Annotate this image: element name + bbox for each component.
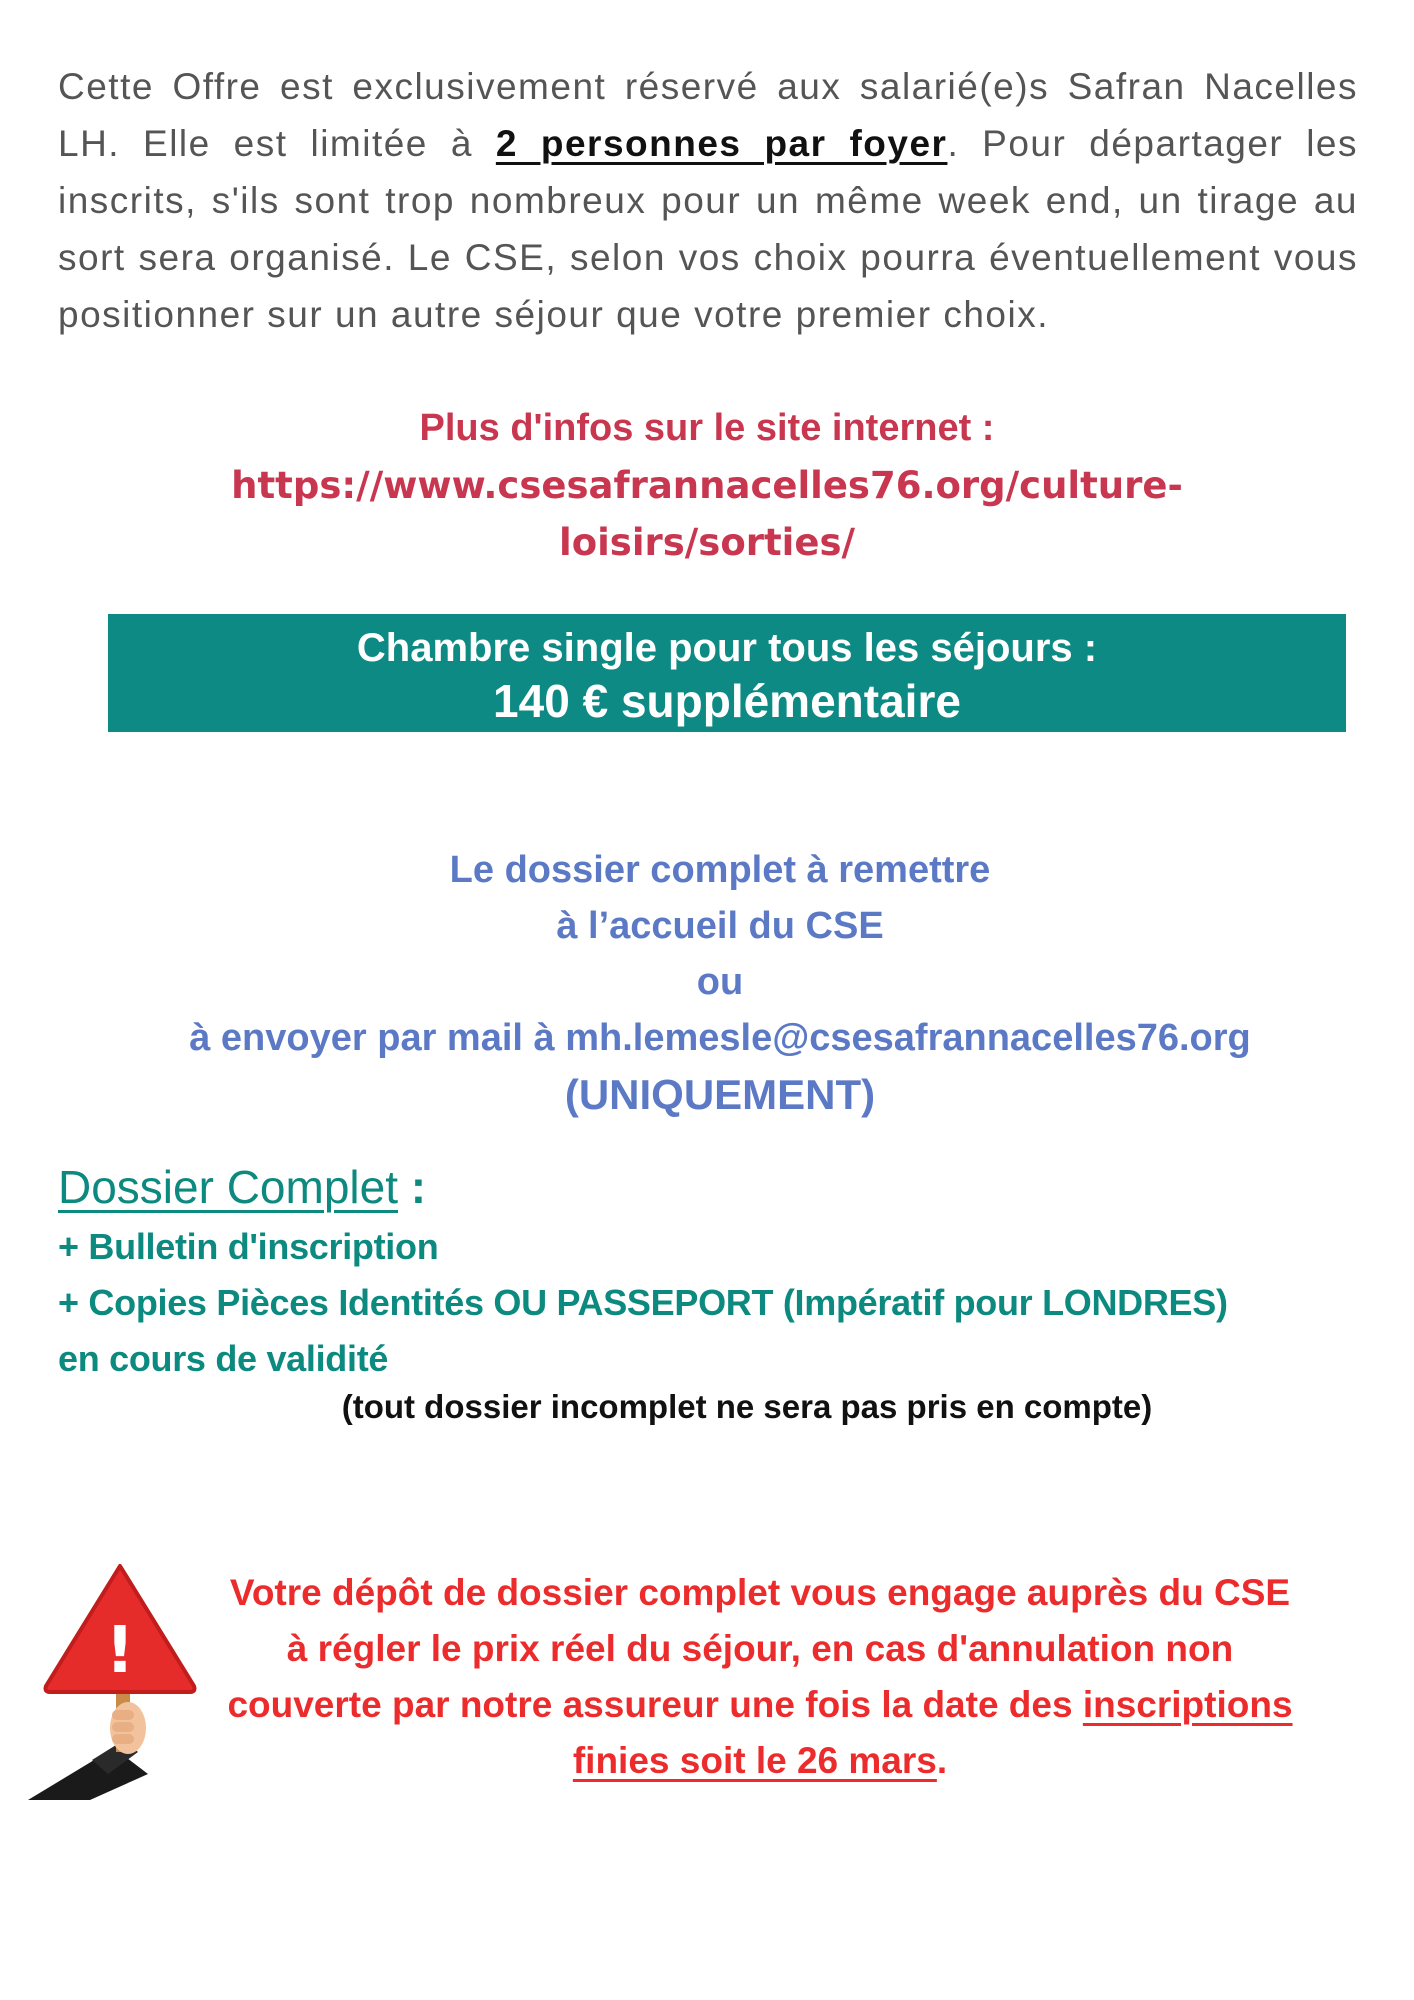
warning-deadline: inscriptions finies soit le 26 mars: [572, 1684, 1293, 1781]
single-room-label: Chambre single pour tous les séjours :: [356, 626, 1098, 670]
warning-exclamation: !: [105, 1614, 135, 1688]
required-documents-title: [58, 1155, 1378, 1219]
submission-instructions: [0, 842, 1414, 1124]
more-info: [0, 400, 1414, 571]
submission-line1: Le dossier complet à remettre: [449, 849, 991, 891]
warning-text: Votre dépôt de dossier complet vous engage auprès du CSE à régler le prix réel du séjour, en cas d'annulation non couverte par notre assureur une fois la date des: [227, 1572, 1291, 1725]
submission-only: (UNIQUEMENT): [564, 1071, 876, 1118]
document-item: + Copies Pièces Identités OU PASSEPORT (Impératif pour LONDRES): [58, 1282, 1228, 1323]
single-room-price: 140 € supplémentaire: [493, 675, 961, 727]
intro-paragraph: [58, 58, 1358, 343]
website-url-line2: loisirs/sorties/: [559, 521, 855, 564]
warning-sign-icon: [28, 1560, 198, 1800]
warning-end: .: [936, 1740, 948, 1781]
cancellation-warning: [220, 1565, 1300, 1789]
submission-line2: à l’accueil du CSE: [556, 905, 884, 947]
required-documents: [58, 1155, 1378, 1387]
website-link[interactable]: [0, 457, 1414, 571]
dossier-title-text: Dossier Complet: [58, 1161, 398, 1213]
more-info-label: Plus d'infos sur le site internet :: [419, 407, 995, 449]
document-item: + Bulletin d'inscription: [58, 1226, 439, 1267]
dossier-title-colon: :: [398, 1161, 427, 1213]
submission-email[interactable]: à envoyer par mail à mh.lemesle@csesafrannacelles76.org: [189, 1017, 1251, 1059]
website-url-line1: https://www.csesafrannacelles76.org/culture-: [231, 464, 1183, 507]
intro-text-after: . Pour départager les inscrits, s'ils sont trop nombreux pour un même week end, un tirage au sort sera organisé. Le CSE, selon vos choix pourra éventuellement vous positionner sur un autre séjour que votre premier choix.: [58, 123, 1358, 335]
incomplete-note: (tout dossier incomplet ne sera pas pris en compte): [341, 1388, 1153, 1425]
single-room-banner: [108, 614, 1346, 732]
submission-line3: ou: [696, 961, 744, 1003]
intro-text-before: Cette Offre est exclusivement réservé aux salarié(e)s Safran Nacelles LH. Elle est limitée à: [58, 66, 1358, 164]
document-item: en cours de validité: [58, 1338, 389, 1379]
household-limit: 2 personnes par foyer: [495, 123, 948, 164]
